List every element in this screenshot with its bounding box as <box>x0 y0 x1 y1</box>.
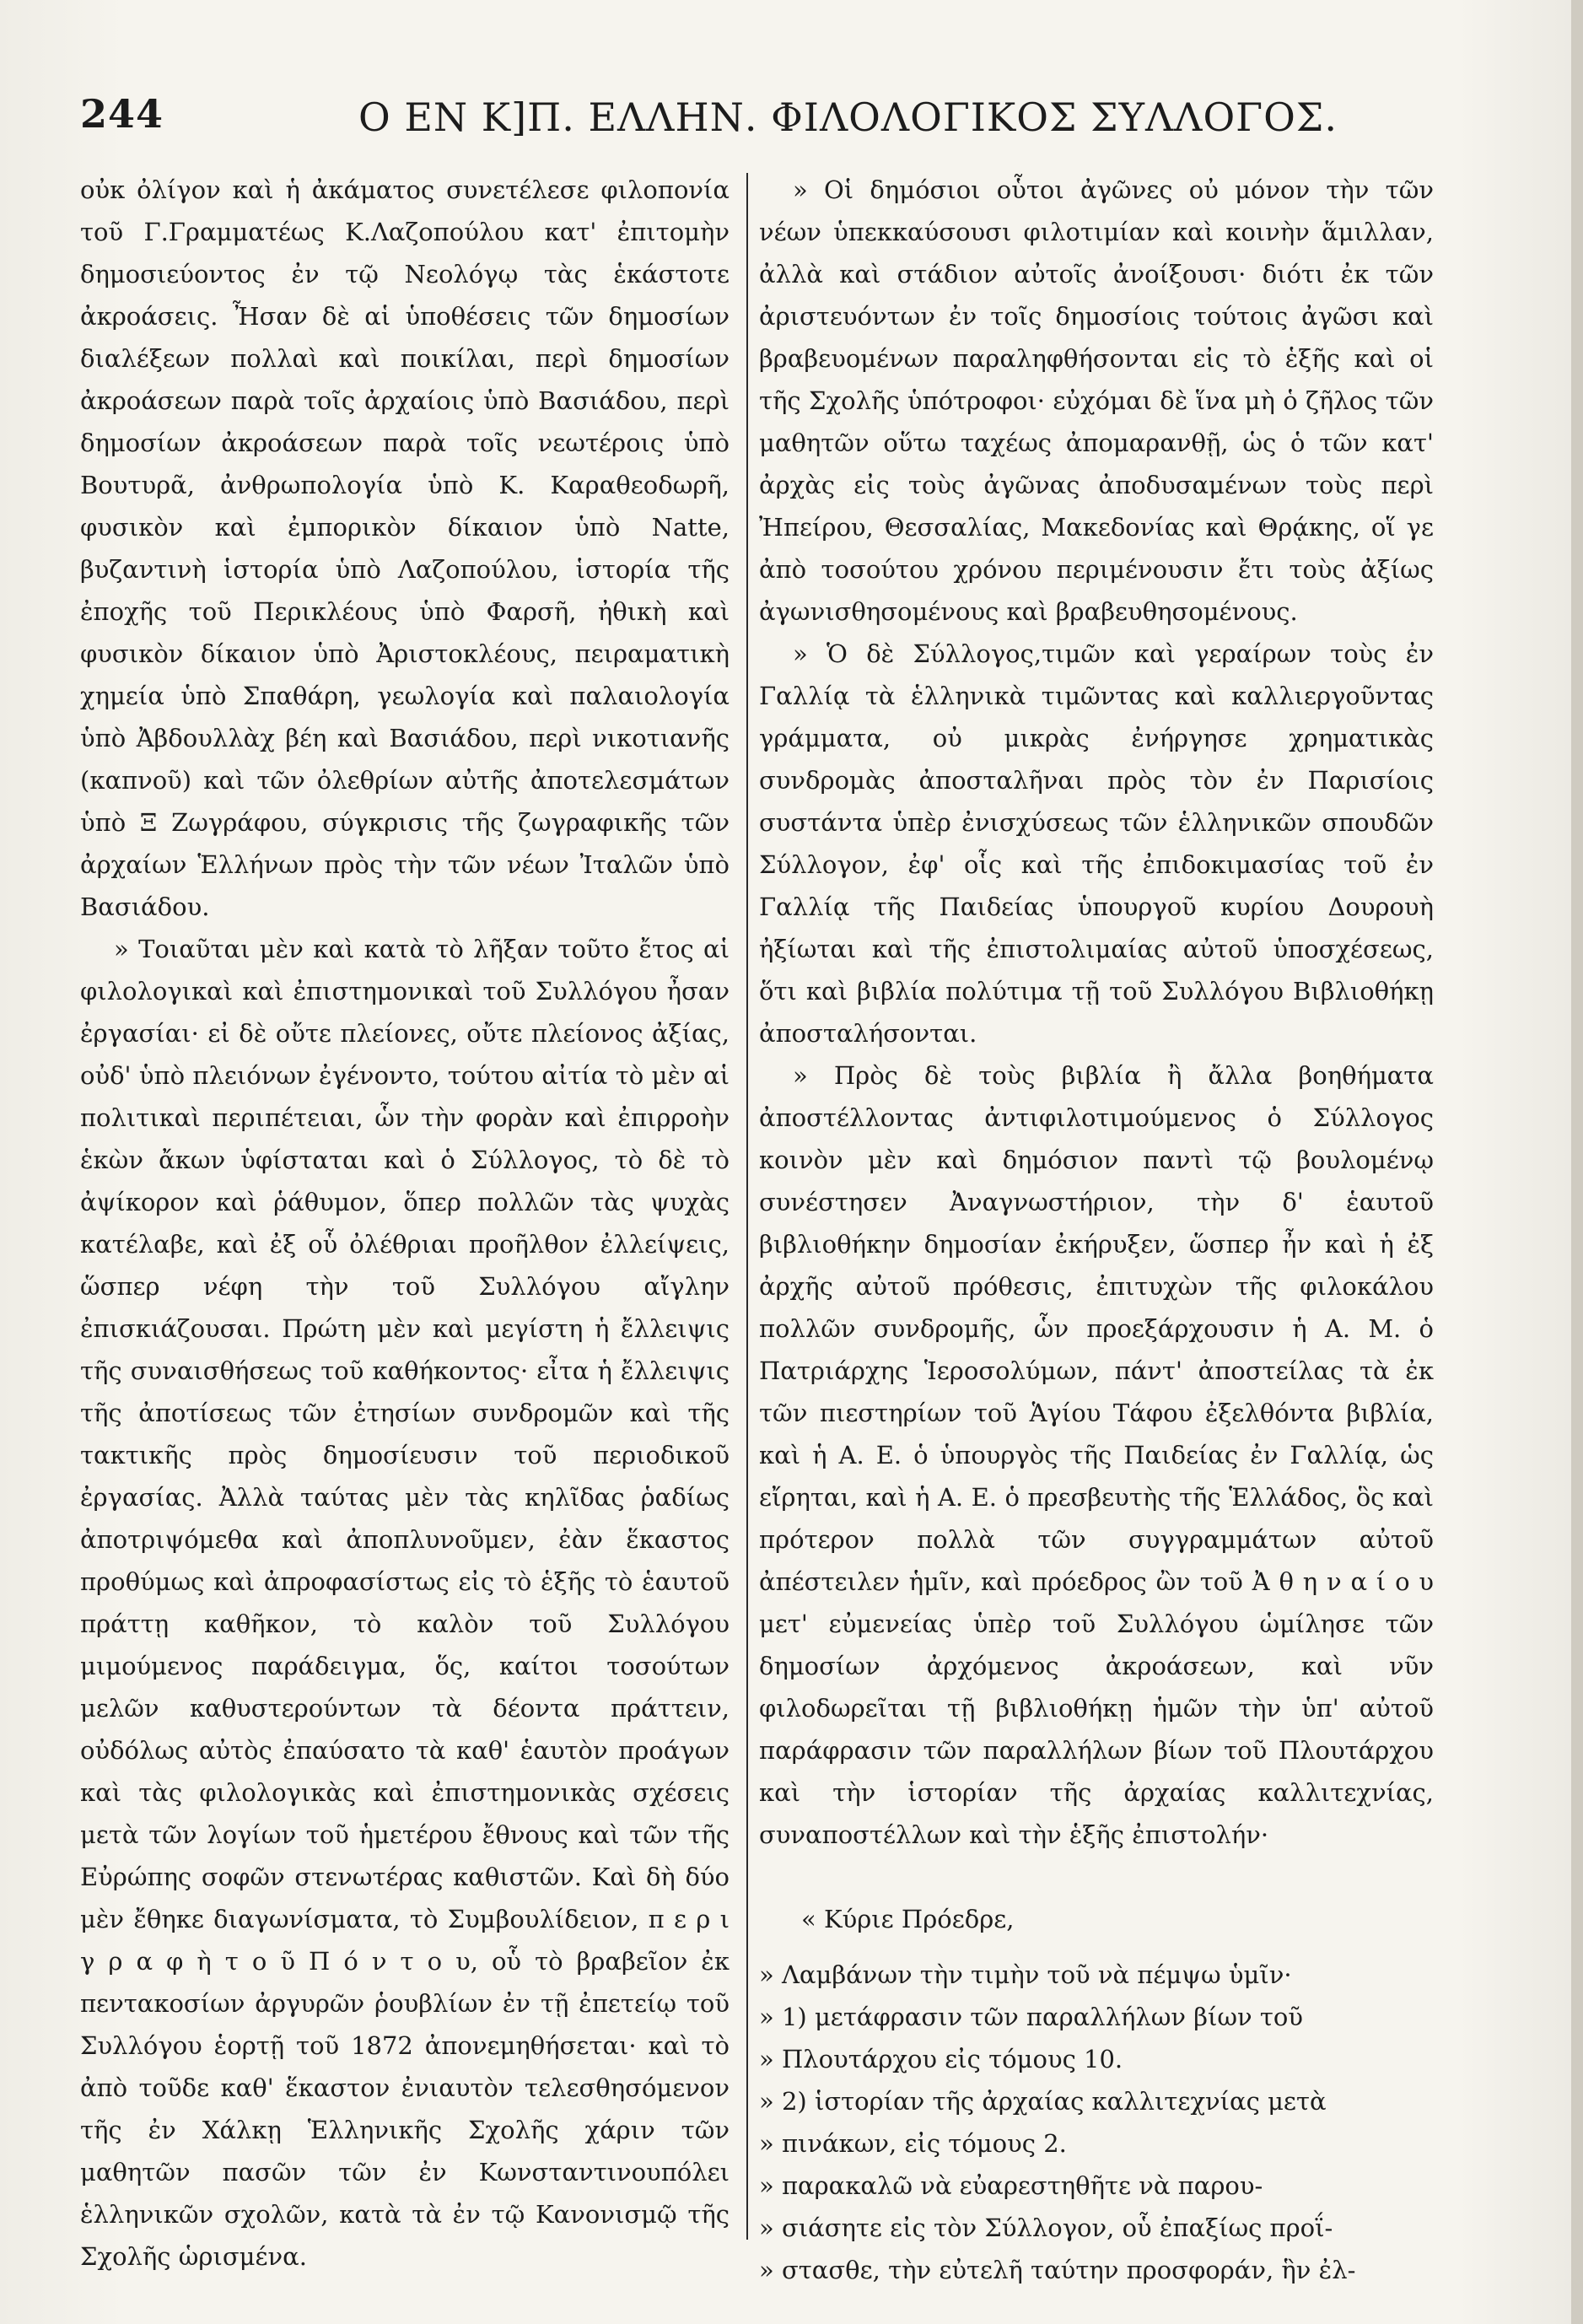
letter-line: » πινάκων, εἰς τόμους 2. <box>759 2129 1067 2158</box>
page-edge <box>1571 0 1583 2324</box>
letter-line: » Πλουτάρχου εἰς τόμους 10. <box>759 2045 1123 2073</box>
body-paragraph: » Οἱ δημόσιοι οὗτοι ἀγῶνες οὐ μόνον τὴν τῶν νέων ὑπεκκαύσουσι φιλοτιμίαν καὶ κοινὴν ἅμιλλαν, ἀλλὰ καὶ στάδιον αὐτοῖς ἀνοίξουσι· διότι ἐκ τῶν ἀριστευόντων ἐν τοῖς δημοσίοις τούτοις ἀγῶσι καὶ βραβευομένων παραληφθήσονται εἰς τὸ ἑξῆς καὶ οἱ τῆς Σχολῆς ὑπότροφοι· εὐχόμαι δὲ ἵνα μὴ ὁ ζῆλος τῶν μαθητῶν οὕτω ταχέως ἀπομαρανθῇ, ὡς ὁ τῶν κατ' ἀρχὰς εἰς τοὺς ἀγῶνας ἀποδυσαμένων τοὺς περὶ Ἠπείρου, Θεσσαλίας, Μακεδονίας καὶ Θρᾴκης, οἵ γε ἀπὸ τοσούτου χρόνου περιμένουσιν ἔτι τοὺς ἀξίως ἀγωνισθησομένους καὶ βραβευθησομένους. <box>759 175 1434 626</box>
letter-line: » 1) μετάφρασιν τῶν παραλλήλων βίων τοῦ <box>759 2003 1303 2031</box>
letter-salutation: « Κύριε Πρόεδρε, <box>801 1905 1015 1933</box>
column-divider <box>746 173 748 2240</box>
page-header <box>80 91 1338 159</box>
body-paragraph: » Πρὸς δὲ τοὺς βιβλία ἢ ἄλλα βοηθήματα ἀποστέλλοντας ἀντιφιλοτιμούμενος ὁ Σύλλογος κοινὸν μὲν καὶ δημόσιον παντὶ τῷ βουλομένῳ συνέστησεν Ἀναγνωστήριον, τὴν δ' ἑαυτοῦ βιβλιοθήκην δημοσίαν ἐκήρυξεν, ὥσπερ ἦν καὶ ἡ ἐξ ἀρχῆς αὐτοῦ πρόθεσις, ἐπιτυχὼν τῆς φιλοκάλου πολλῶν συνδρομῆς, ὧν προεξάρχουσιν ἡ Α. Μ. ὁ Πατριάρχης Ἱεροσολύμων, πάντ' ἀποστείλας τὰ ἐκ τῶν πιεστηρίων τοῦ Ἁγίου Τάφου ἐξελθόντα βιβλία, καὶ ἡ Α. Ε. ὁ ὑπουργὸς τῆς Παιδείας ἐν Γαλλίᾳ, ὡς εἴρηται, καὶ ἡ Α. Ε. ὁ πρεσβευτὴς τῆς Ἑλλάδος, ὃς καὶ πρότερον πολλὰ τῶν συγγραμμάτων αὐτοῦ ἀπέστειλεν ἡμῖν, καὶ πρόεδρος ὢν τοῦ Ἀ θ η ν α ί ο υ μετ' εὐμενείας ὑπὲρ τοῦ Συλλόγου ὡμίλησε τῶν δημοσίων ἀρχόμενος ἀκροάσεων, καὶ νῦν φιλοδωρεῖται τῇ βιβλιοθήκῃ ἡμῶν τὴν ὑπ' αὐτοῦ παράφρασιν τῶν παραλλήλων βίων τοῦ Πλουτάρχου καὶ τὴν ἱστορίαν τῆς ἀρχαίας καλλιτεχνίας, συναποστέλλων καὶ τὴν ἑξῆς ἐπιστολήν· <box>759 1061 1434 1849</box>
page-number: 244 <box>80 91 164 137</box>
body-paragraph: » Ὁ δὲ Σύλλογος,τιμῶν καὶ γεραίρων τοὺς ἐν Γαλλίᾳ τὰ ἑλληνικὰ τιμῶντας καὶ καλλιεργοῦντας γράμματα, οὐ μικρὰς ἐνήργησε χρηματικὰς συνδρομὰς ἀποσταλῆναι πρὸς τὸν ἐν Παρισίοις συστάντα ὑπὲρ ἐνισχύσεως τῶν ἑλληνικῶν σπουδῶν Σύλλογον, ἐφ' οἷς καὶ τῆς ἐπιδοκιμασίας τοῦ ἐν Γαλλίᾳ τῆς Παιδείας ὑπουργοῦ κυρίου Δουρουὴ ἠξίωται καὶ τῆς ἐπιστολιμαίας αὐτοῦ ὑποσχέσεως, ὅτι καὶ βιβλία πολύτιμα τῇ τοῦ Συλλόγου Βιβλιοθήκῃ ἀποσταλήσονται. <box>759 639 1434 1048</box>
left-column <box>80 169 730 2278</box>
letter-line: » στασθε, τὴν εὐτελῆ ταύτην προσφοράν, ἣν ἐλ- <box>759 2256 1356 2284</box>
letter-line: » παρακαλῶ νὰ εὐαρεστηθῆτε νὰ παρου- <box>759 2171 1263 2200</box>
running-title: Ο ΕΝ Κ]Π. ΕΛΛΗΝ. ΦΙΛΟΛΟΓΙΚΟΣ ΣΥΛΛΟΓΟΣ. <box>358 94 1338 140</box>
letter-line: » 2) ἱστορίαν τῆς ἀρχαίας καλλιτεχνίας μετὰ <box>759 2087 1327 2116</box>
body-paragraph: » Τοιαῦται μὲν καὶ κατὰ τὸ λῆξαν τοῦτο ἔτος αἱ φιλολογικαὶ καὶ ἐπιστημονικαὶ τοῦ Συλλόγου ἦσαν ἐργασίαι· εἰ δὲ οὔτε πλείονες, οὔτε πλείονος ἀξίας, οὐδ' ὑπὸ πλειόνων ἐγένοντο, τούτου αἰτία τὸ μὲν αἱ πολιτικαὶ περιπέτειαι, ὧν τὴν φορὰν καὶ ἐπιρροὴν ἑκὼν ἄκων ὑφίσταται καὶ ὁ Σύλλογος, τὸ δὲ τὸ ἀψίκορον καὶ ῥάθυμον, ὅπερ πολλῶν τὰς ψυχὰς κατέλαβε, καὶ ἐξ οὗ ὀλέθριαι προῆλθον ἐλλείψεις, ὥσπερ νέφη τὴν τοῦ Συλλόγου αἴγλην ἐπισκιάζουσαι. Πρώτη μὲν καὶ μεγίστη ἡ ἔλλειψις τῆς συναισθήσεως τοῦ καθήκοντος· εἶτα ἡ ἔλλειψις τῆς ἀποτίσεως τῶν ἐτησίων συνδρομῶν καὶ τῆς τακτικῆς πρὸς δημοσίευσιν τοῦ περιοδικοῦ ἐργασίας. Ἀλλὰ ταύτας μὲν τὰς κηλῖδας ῥαδίως ἀποτριψόμεθα καὶ ἀποπλυνοῦμεν, ἐὰν ἕκαστος προθύμως καὶ ἀπροφασίστως εἰς τὸ ἑξῆς τὸ ἑαυτοῦ πράττῃ καθῆκον, τὸ καλὸν τοῦ Συλλόγου μιμούμενος παράδειγμα, ὅς, καίτοι τοσούτων μελῶν καθυστερούντων τὰ δέοντα πράττειν, οὐδόλως αὐτὸς ἐπαύσατο τὰ καθ' ἑαυτὸν προάγων καὶ τὰς φιλολογικὰς καὶ ἐπιστημονικὰς σχέσεις μετὰ τῶν λογίων τοῦ ἡμετέρου ἔθνους καὶ τῶν τῆς Εὐρώπης σοφῶν στενωτέρας καθιστῶν. Καὶ δὴ δύο μὲν ἔθηκε διαγωνίσματα, τὸ Συμβουλίδειον, π ε ρ ι γ ρ α φ ὴ τ ο ῦ Π ό ν τ ο υ, οὗ τὸ βραβεῖον ἐκ πεντακοσίων ἀργυρῶν ῥουβλίων ἐν τῇ ἐπετείῳ τοῦ Συλλόγου ἑορτῇ τοῦ 1872 ἀπονεμηθήσεται· καὶ τὸ ἀπὸ τοῦδε καθ' ἕκαστον ἐνιαυτὸν τελεσθησόμενον τῆς ἐν Χάλκῃ Ἑλληνικῆς Σχολῆς χάριν τῶν μαθητῶν πασῶν τῶν ἐν Κωνσταντινουπόλει ἑλληνικῶν σχολῶν, κατὰ τὰ ἐν τῷ Κανονισμῷ τῆς Σχολῆς ὡρισμένα. <box>80 935 730 2271</box>
letter-line: » Λαμβάνων τὴν τιμὴν τοῦ νὰ πέμψω ὑμῖν· <box>759 1960 1292 1989</box>
letter-line: » σιάσητε εἰς τὸν Σύλλογον, οὗ ἐπαξίως προΐ- <box>759 2213 1333 2242</box>
body-paragraph: οὐκ ὀλίγον καὶ ἡ ἀκάματος συνετέλεσε φιλοπονία τοῦ Γ.Γραμματέως Κ.Λαζοπούλου κατ' ἐπιτομὴν δημοσιεύοντος ἐν τῷ Νεολόγῳ τὰς ἑκάστοτε ἀκροάσεις. Ἦσαν δὲ αἱ ὑποθέσεις τῶν δημοσίων διαλέξεων πολλαὶ καὶ ποικίλαι, περὶ δημοσίων ἀκροάσεων παρὰ τοῖς ἀρχαίοις ὑπὸ Βασιάδου, περὶ δημοσίων ἀκροάσεων παρὰ τοῖς νεωτέροις ὑπὸ Βουτυρᾶ, ἀνθρωπολογία ὑπὸ Κ. Καραθεοδωρῆ, φυσικὸν καὶ ἐμπορικὸν δίκαιον ὑπὸ Natte, βυζαντινὴ ἱστορία ὑπὸ Λαζοπούλου, ἱστορία τῆς ἐποχῆς τοῦ Περικλέους ὑπὸ Φαρσῆ, ἠθικὴ καὶ φυσικὸν δίκαιον ὑπὸ Ἀριστοκλέους, πειραματικὴ χημεία ὑπὸ Σπαθάρη, γεωλογία καὶ παλαιολογία ὑπὸ Ἀβδουλλὰχ βέη καὶ Βασιάδου, περὶ νικοτιανῆς (καπνοῦ) καὶ τῶν ὀλεθρίων αὐτῆς ἀποτελεσμάτων ὑπὸ Ξ Ζωγράφου, σύγκρισις τῆς ζωγραφικῆς τῶν ἀρχαίων Ἑλλήνων πρὸς τὴν τῶν νέων Ἰταλῶν ὑπὸ Βασιάδου. <box>80 175 730 921</box>
right-column <box>759 169 1434 2291</box>
